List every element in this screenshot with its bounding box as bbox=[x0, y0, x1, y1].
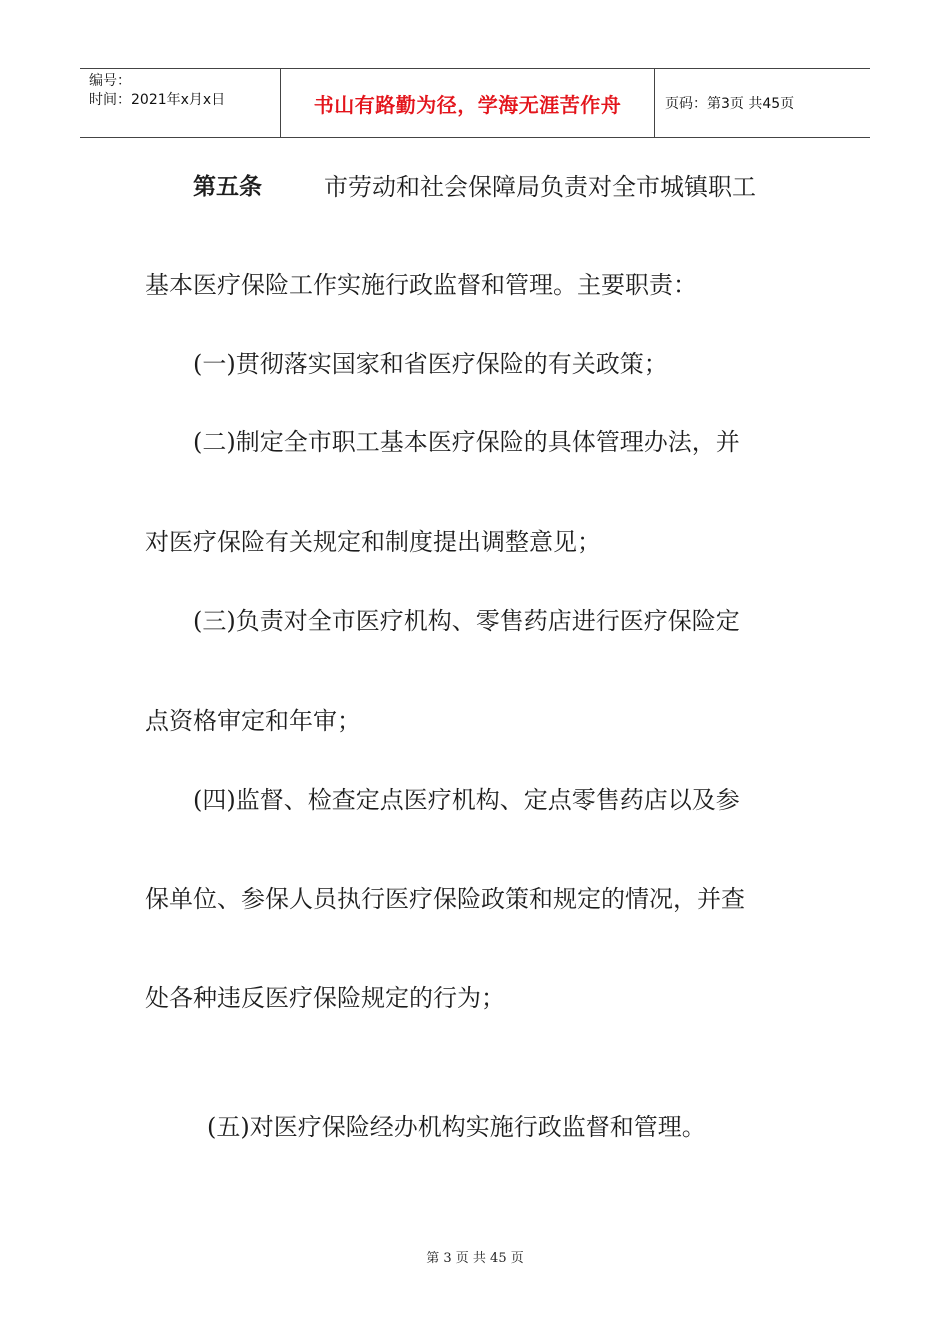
article-heading: 第五条 bbox=[193, 174, 262, 200]
header-page-info: 页码：第3页 共45页 bbox=[665, 96, 795, 112]
duty-item-4-line-2: 保单位、参保人员执行医疗保险政策和规定的情况，并查 bbox=[145, 885, 745, 913]
header-motto: 书山有路勤为径，学海无涯苦作舟 bbox=[281, 69, 655, 137]
duty-item-2-line-1: (二)制定全市职工基本医疗保险的具体管理办法，并 bbox=[193, 428, 740, 456]
duty-item-1: (一)贯彻落实国家和省医疗保险的有关政策； bbox=[193, 350, 668, 378]
document-date: 时间：2021年x月x日 bbox=[89, 92, 226, 108]
duty-item-4-line-3: 处各种违反医疗保险规定的行为； bbox=[145, 984, 505, 1012]
article-line-1: 市劳动和社会保障局负责对全市城镇职工 bbox=[324, 173, 756, 201]
duty-item-3-line-2: 点资格审定和年审； bbox=[145, 707, 361, 735]
duty-item-4-line-1: (四)监督、检查定点医疗机构、定点零售药店以及参 bbox=[193, 786, 740, 814]
article-line-2: 基本医疗保险工作实施行政监督和管理。主要职责： bbox=[145, 271, 697, 299]
duty-item-5: (五)对医疗保险经办机构实施行政监督和管理。 bbox=[207, 1113, 706, 1141]
header-meta bbox=[80, 69, 281, 137]
duty-item-3-line-1: (三)负责对全市医疗机构、零售药店进行医疗保险定 bbox=[193, 607, 740, 635]
document-number-label: 编号： bbox=[89, 73, 131, 89]
page-header bbox=[80, 68, 870, 138]
page-footer: 第 3 页 共 45 页 bbox=[426, 1251, 524, 1266]
duty-item-2-line-2: 对医疗保险有关规定和制度提出调整意见； bbox=[145, 528, 601, 556]
